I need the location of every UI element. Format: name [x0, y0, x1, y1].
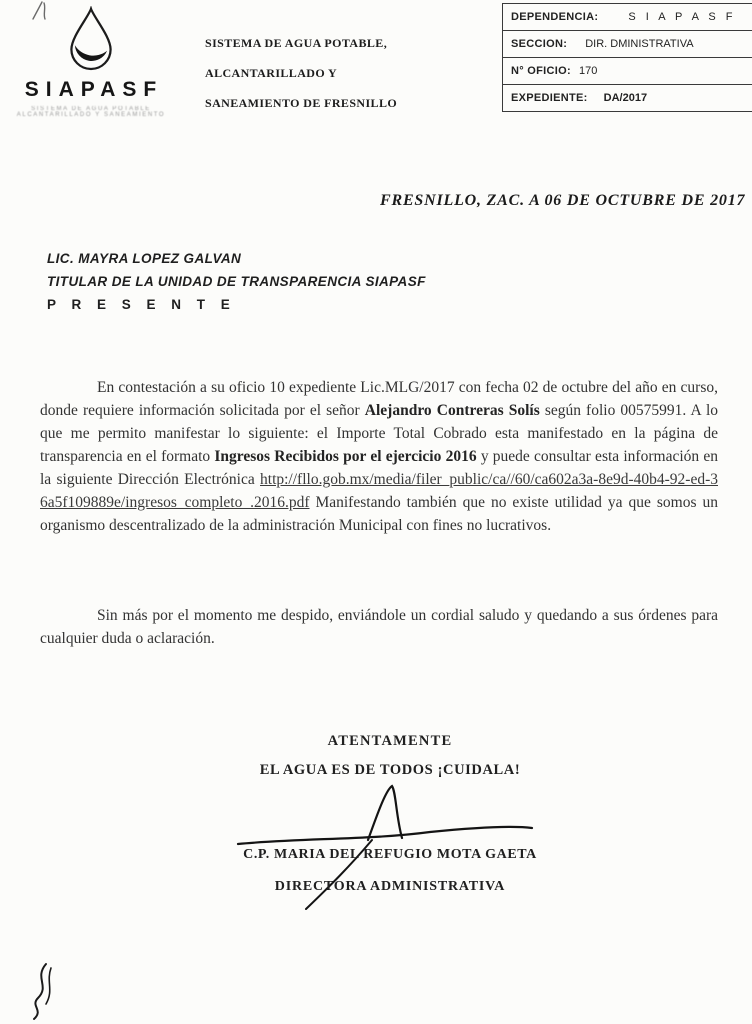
logo-brand-text: SIAPASF — [24, 78, 164, 101]
water-drop-icon — [53, 6, 129, 76]
org-name-line: SISTEMA DE AGUA POTABLE, — [205, 36, 388, 50]
info-label: N° OFICIO: — [511, 65, 571, 77]
info-row-expediente — [503, 85, 752, 112]
info-row-dependencia — [503, 4, 752, 31]
salutation-text: ATENTAMENTE — [327, 733, 453, 749]
signer-title: DIRECTORA ADMINISTRATIVA — [274, 879, 506, 894]
body-text: según folio 00575991. A lo que me permito manifestar lo siguiente: el Importe Total Cobrado esta manifestado en la página de transparencia en el formato — [40, 402, 718, 465]
info-label: SECCION: — [511, 38, 568, 50]
info-label: EXPEDIENTE: — [511, 92, 588, 104]
body-text: y puede consultar esta información en la siguiente Dirección Electrónica — [40, 448, 718, 488]
body-text: En contestación a su oficio 10 expediente Lic.MLG/2017 con fecha 02 de octubre del año en curso, donde requiere información solicitada por el señor — [40, 379, 718, 419]
info-value: S I A P A S F — [628, 11, 737, 23]
info-value: 170 — [578, 65, 598, 77]
signer-name: C.P. MARIA DEL REFUGIO MOTA GAETA — [243, 847, 537, 862]
date-line: FRESNILLO, ZAC. A 06 DE OCTUBRE DE 2017 — [380, 192, 746, 209]
org-name-block — [205, 36, 455, 126]
org-logo — [10, 6, 172, 118]
ink-scribble-bottom-left — [16, 960, 70, 1022]
info-value: DIR. DMINISTRATIVA — [585, 38, 694, 50]
org-name-line: SANEAMIENTO DE FRESNILLO — [205, 96, 398, 110]
recipient-presente: P R E S E N T E — [47, 297, 236, 312]
closing-block — [14, 733, 752, 779]
body-paragraph-2: Sin más por el momento me despido, enviándole un cordial saludo y quedando a sus órdenes para cualquier duda o aclaración. — [40, 607, 718, 647]
requester-name: Alejandro Contreras Solís — [364, 402, 540, 419]
info-label: DEPENDENCIA: — [511, 11, 599, 23]
recipient-name: LIC. MAYRA LOPEZ GALVAN — [47, 251, 242, 266]
recipient-title: TITULAR DE LA UNIDAD DE TRANSPARENCIA SIAPASF — [47, 274, 426, 289]
info-row-oficio — [503, 58, 752, 85]
body-text: Manifestando también que no existe utilidad ya que somos un organismo descentralizado de la administración Municipal con fines no lucrativos. — [40, 494, 718, 534]
logo-tagline-text: SISTEMA DE AGUA POTABLE ALCANTARILLADO Y SANEAMIENTO — [16, 106, 166, 118]
report-format-name: Ingresos Recibidos por el ejercicio 2016 — [214, 448, 477, 465]
info-value: DA/2017 — [603, 92, 648, 104]
reference-info-box — [502, 3, 752, 112]
org-name-line: ALCANTARILLADO Y — [205, 66, 338, 80]
body-paragraph-1 — [40, 376, 718, 537]
document-url: http://fllo.gob.mx/media/filer_public/ca//60/ca602a3a-8e9d-40b4-92-ed-36a5f109889e/ingresos_completo_.2016.pdf — [40, 471, 718, 511]
info-row-seccion — [503, 31, 752, 58]
recipient-block — [47, 247, 426, 316]
slogan-text: EL AGUA ES DE TODOS ¡CUIDALA! — [259, 762, 521, 778]
